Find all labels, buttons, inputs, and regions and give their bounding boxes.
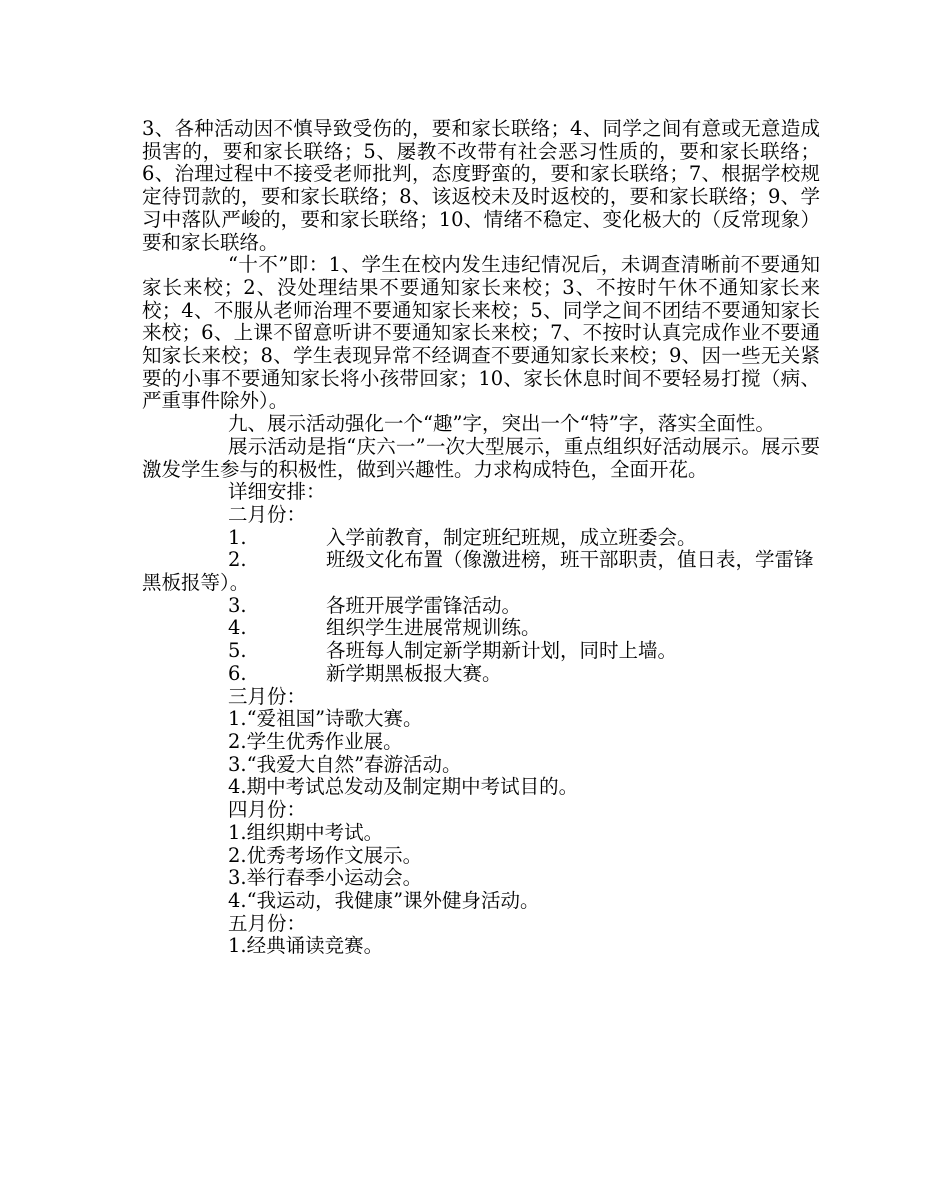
month-heading-may: 五月份： — [228, 911, 307, 935]
list-item-text: 各班开展学雷锋活动。 — [326, 593, 522, 617]
list-item: 3.“我爱大自然”春游活动。 — [228, 752, 462, 776]
paragraph-contact-cases: 3、各种活动因不慎导致受伤的，要和家长联络；4、同学之间有意或无意造成损害的，要和家长联络；5、屡教不改带有社会恶习性质的，要和家长联络；6、治理过程中不接受老师批判，态度野蛮的，要和家长联络；7、根据学校规定待罚款的，要和家长联络；8、该返校未及时返校的，要和家长联络；9、学习中落队严峻的，要和家长联络；10、情绪不稳定、变化极大的（反常现象）要和家长联络。 — [142, 117, 820, 254]
list-item-number: 1. — [228, 525, 247, 549]
schedule-heading: 详细安排： — [228, 480, 326, 504]
paragraph-showcase: 展示活动是指“庆六一”一次大型展示，重点组织好活动展示。展示要激发学生参与的积极性，做到兴趣性。力求构成特色，全面开花。 — [142, 434, 820, 481]
list-item-number: 2. — [228, 548, 247, 572]
list-item-number: 5. — [228, 639, 247, 663]
month-heading-march: 三月份： — [228, 684, 307, 708]
list-item: 4.“我运动，我健康”课外健身活动。 — [228, 888, 540, 912]
list-item-text: 组织学生进展常规训练。 — [326, 616, 541, 640]
document-body — [142, 118, 820, 958]
list-item-text: 班级文化布置（像激进榜，班干部职责，值日表，学雷锋黑板报等）。 — [142, 548, 814, 595]
list-item: 2.学生优秀作业展。 — [228, 729, 403, 753]
list-item: 2.优秀考场作文展示。 — [228, 843, 423, 867]
paragraph-ten-nots: “十不”即：1、学生在校内发生违纪情况后，未调查清晰前不要通知家长来校；2、没处理结果不要通知家长来校；3、不按时午休不通知家长来校；4、不服从老师治理不要通知家长来校；5、同学之间不团结不要通知家长来校；6、上课不留意听讲不要通知家长来校；7、不按时认真完成作业不要通知家长来校；8、学生表现异常不经调查不要通知家长来校；9、因一些无关紧要的小事不要通知家长将小孩带回家；10、家长休息时间不要轻易打搅（病、严重事件除外）。 — [142, 253, 820, 413]
month-heading-april: 四月份： — [228, 798, 307, 822]
list-item-text: 入学前教育，制定班纪班规，成立班委会。 — [326, 525, 697, 549]
month-heading-february: 二月份： — [228, 502, 307, 526]
list-item: 3.举行春季小运动会。 — [228, 866, 423, 890]
list-item: 4.期中考试总发动及制定期中考试目的。 — [228, 775, 579, 799]
list-item — [142, 595, 820, 618]
list-item-number: 3. — [228, 593, 247, 617]
list-item — [142, 617, 820, 640]
list-item-number: 6. — [228, 661, 247, 685]
list-item — [142, 663, 820, 686]
list-item — [142, 527, 820, 550]
section-heading-nine: 九、展示活动强化一个“趣”字，突出一个“特”字，落实全面性。 — [228, 412, 775, 436]
list-item: 1.经典诵读竞赛。 — [228, 934, 384, 958]
list-item — [142, 640, 820, 663]
list-item: 1.“爱祖国”诗歌大赛。 — [228, 707, 423, 731]
list-item-number: 4. — [228, 616, 247, 640]
list-item: 1.组织期中考试。 — [228, 820, 384, 844]
list-item — [142, 549, 820, 594]
list-item-text: 各班每人制定新学期新计划，同时上墙。 — [326, 639, 678, 663]
list-item-text: 新学期黑板报大赛。 — [326, 661, 502, 685]
